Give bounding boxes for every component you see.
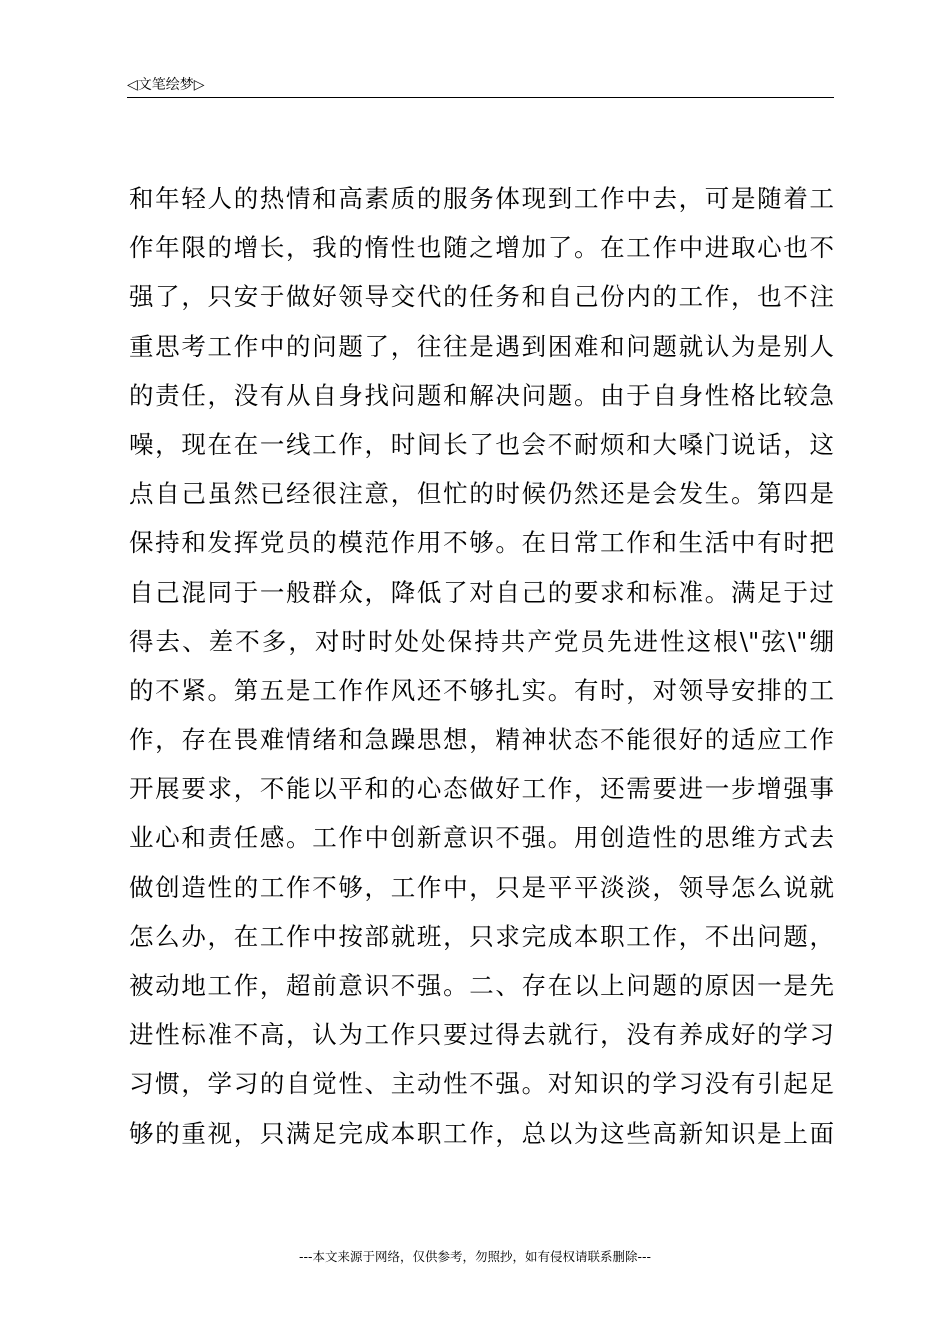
text-line: 和年轻人的热情和高素质的服务体现到工作中去，可是随着工 xyxy=(129,184,834,213)
page-header xyxy=(127,74,834,98)
document-body xyxy=(129,174,834,1158)
text-line: 自己混同于一般群众，降低了对自己的要求和标准。满足于过 xyxy=(129,577,834,607)
text-line: 得去、差不多，对时时处处保持共产党员先进性这根\"弦\"绷 xyxy=(129,626,834,656)
page-footer-disclaimer: ---本文来源于网络，仅供参考，勿照抄，如有侵权请联系删除--- xyxy=(298,1249,652,1264)
text-line: 进性标准不高，认为工作只要过得去就行，没有养成好的学习 xyxy=(129,1020,834,1050)
text-line: 作年限的增长，我的惰性也随之增加了。在工作中进取心也不 xyxy=(129,233,834,263)
text-line: 点自己虽然已经很注意，但忙的时候仍然还是会发生。第四是 xyxy=(129,479,834,509)
text-line: 的不紧。第五是工作作风还不够扎实。有时，对领导安排的工 xyxy=(129,675,834,705)
header-divider xyxy=(127,97,834,98)
text-line: 习惯，学习的自觉性、主动性不强。对知识的学习没有引起足 xyxy=(129,1069,834,1099)
text-line: 怎么办，在工作中按部就班，只求完成本职工作，不出问题， xyxy=(129,921,834,951)
text-line: 的责任，没有从自身找问题和解决问题。由于自身性格比较急 xyxy=(129,380,834,410)
text-line: 作，存在畏难情绪和急躁思想，精神状态不能很好的适应工作 xyxy=(129,725,834,755)
text-line: 业心和责任感。工作中创新意识不强。用创造性的思维方式去 xyxy=(129,823,834,853)
text-line: 保持和发挥党员的模范作用不够。在日常工作和生活中有时把 xyxy=(129,528,834,558)
text-line: 重思考工作中的问题了，往往是遇到困难和问题就认为是别人 xyxy=(129,331,834,361)
text-line: 强了，只安于做好领导交代的任务和自己份内的工作，也不注 xyxy=(129,282,834,312)
text-line: 做创造性的工作不够，工作中，只是平平淡淡，领导怎么说就 xyxy=(129,872,834,902)
text-line: 噪，现在在一线工作，时间长了也会不耐烦和大嗓门说话，这 xyxy=(129,429,834,459)
text-line: 开展要求，不能以平和的心态做好工作，还需要进一步增强事 xyxy=(129,774,834,804)
text-line: 够的重视，只满足完成本职工作，总以为这些高新知识是上面 xyxy=(129,1118,834,1148)
text-line: 被动地工作，超前意识不强。二、存在以上问题的原因一是先 xyxy=(129,971,834,1000)
header-title: ◁文笔绘梦▷ xyxy=(127,77,205,93)
